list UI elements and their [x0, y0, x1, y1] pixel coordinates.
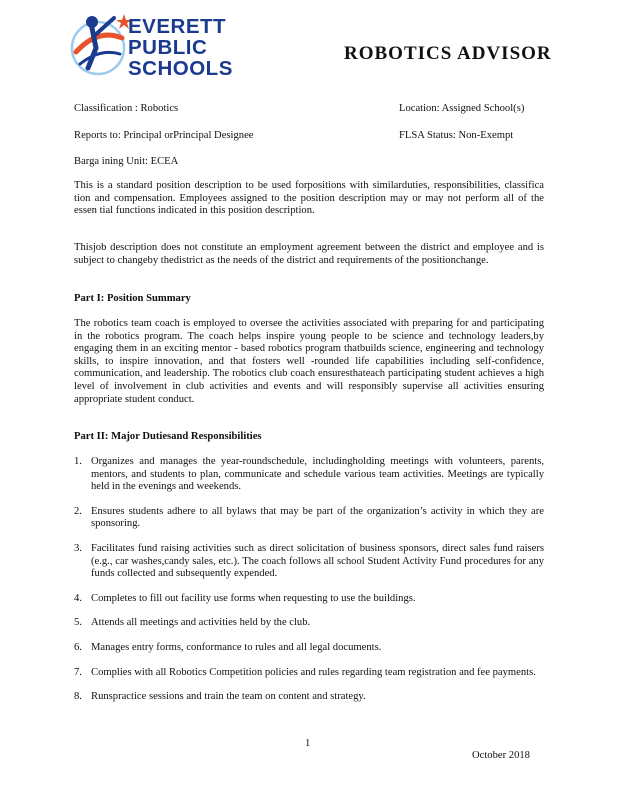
page-number: 1: [305, 738, 311, 749]
list-item-number: 1.: [74, 456, 82, 467]
list-item-text: Attends all meetings and activities held by the club.: [91, 617, 311, 629]
logo-line-3: SCHOOLS: [128, 57, 233, 80]
list-item-number: 3.: [74, 542, 82, 554]
part1-heading: Part I: Position Summary: [74, 293, 191, 304]
list-item: [74, 593, 544, 606]
list-item: [74, 617, 544, 630]
duties-list: [74, 456, 544, 716]
location-field: Location: Assigned School(s): [399, 103, 525, 114]
intro-paragraph-2: Thisjob description does not constitute an employment agreement between the district and employee and is subject to changeby thedistrict as the needs of the district and requirements of the positionchange.: [74, 242, 544, 266]
list-item: [74, 456, 544, 494]
reports-to-field: Reports to: Principal orPrincipal Designee: [74, 130, 254, 141]
classification-field: Classification : Robotics: [74, 103, 179, 114]
revision-date: October 2018: [472, 750, 530, 761]
everett-public-schools-logo: [70, 8, 245, 82]
list-item-text: Ensures students adhere to all bylaws that may be part of the organization’s activity in which they are sponsoring.: [91, 505, 544, 530]
list-item-number: 5.: [74, 617, 82, 629]
list-item-text: Manages entry forms, conformance to rules and all legal documents.: [91, 641, 382, 653]
flsa-status-field: FLSA Status: Non-Exempt: [399, 130, 514, 141]
list-item-number: 6.: [74, 641, 82, 653]
list-item-text: Organizes and manages the year-roundschedule, includingholding meetings with volunteers, parents, mentors, and students to plan, communicate and schedule various team activities. Meetings are typically held in the evenings and weekends.: [91, 456, 544, 493]
document-title: ROBOTICS ADVISOR: [344, 43, 552, 64]
bargaining-unit-field: Barga ining Unit: ECEA: [74, 156, 179, 167]
list-item: [74, 667, 544, 680]
list-item-number: 2.: [74, 505, 82, 517]
list-item-number: 8.: [74, 691, 82, 703]
list-item: [74, 691, 544, 704]
list-item-text: Runspractice sessions and train the team on content and strategy.: [91, 691, 366, 703]
list-item-text: Complies with all Robotics Competition policies and rules regarding team registration and fee payments.: [91, 666, 536, 678]
logo-wordmark: [128, 16, 233, 79]
list-item: [74, 642, 544, 655]
list-item-text: Facilitates fund raising activities such as direct solicitation of business sponsors, direct sales fund raisers (e.g., car washes,candy sales, etc.). The coach follows all school Student Activity Fund procedures for any funds collected and subsequently expended.: [91, 542, 544, 580]
list-item-number: 7.: [74, 666, 82, 678]
part2-heading: Part II: Major Dutiesand Responsibilities: [74, 431, 262, 442]
list-item: [74, 543, 544, 581]
list-item-number: 4.: [74, 592, 82, 604]
intro-paragraph-1: This is a standard position description to be used forpositions with similarduties, responsibilities, classifica tion and compensation. Employees assigned to the position description may or may not perform all of the essen tial functions indicated in this position description.: [74, 180, 544, 217]
position-summary-text: The robotics team coach is employed to oversee the activities associated with preparing for and participating in the robotics program. The coach helps inspire young people to be science and technology leaders,by engaging them in an exciting mentor - based robotics program thatbuilds science, engineering and technology skills, to inspire innovation, and that fosters well -rounded life capabilities including self-confidence, communication, and leadership. The robotics club coach ensuresthateach participating student achieves a high level of involvement in club activities and events and will responsibly supervise all activities ensuring appropriate student conduct.: [74, 318, 544, 405]
logo-line-1: EVERETT: [128, 15, 227, 38]
list-item-text: Completes to fill out facility use forms when requesting to use the buildings.: [91, 592, 416, 604]
list-item: [74, 506, 544, 531]
logo-line-2: PUBLIC: [128, 36, 208, 59]
